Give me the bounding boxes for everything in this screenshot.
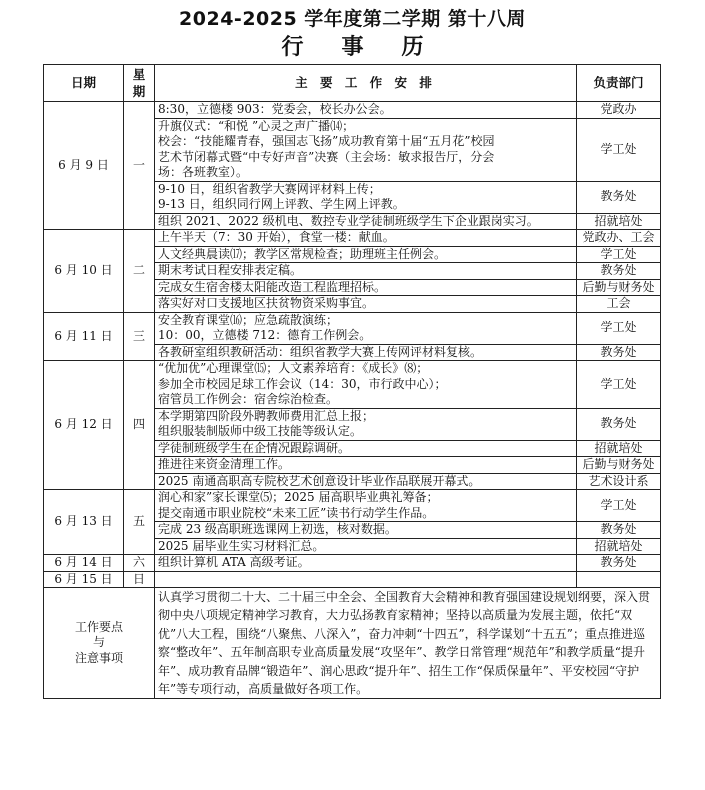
header-weekday: 星期 <box>124 65 155 102</box>
task-line: 润心和家”家长课堂⑸；2025 届高职毕业典礼筹备； <box>158 490 439 504</box>
task-cell <box>155 230 577 247</box>
dept-cell: 招就培处 <box>577 213 661 230</box>
task-cell <box>155 213 577 230</box>
day-date: 6 月 11 日 <box>44 312 124 361</box>
task-line: 校会：“技能耀青春，强国志飞扬”成功教育第十届“五月花”校园 <box>158 134 495 148</box>
dept-cell: 学工处 <box>577 246 661 263</box>
day-date: 6 月 10 日 <box>44 230 124 313</box>
schedule-table <box>43 64 661 699</box>
task-cell <box>155 102 577 119</box>
dept-cell: 教务处 <box>577 344 661 361</box>
dept-cell: 后勤与财务处 <box>577 457 661 474</box>
task-line: 场：各班教室）。 <box>158 165 249 179</box>
dept-cell: 招就培处 <box>577 440 661 457</box>
day-date: 6 月 12 日 <box>44 361 124 490</box>
day-weekday: 四 <box>124 361 155 490</box>
task-line: 参加全市校园足球工作会议（14：30，市行政中心）； <box>158 376 447 391</box>
dept-cell: 后勤与财务处 <box>577 279 661 296</box>
dept-cell: 艺术设计系 <box>577 473 661 490</box>
task-line: 2025 届毕业生实习材料汇总。 <box>158 538 325 553</box>
footer-label: 工作要点 与 注意事项 <box>44 588 155 699</box>
task-line: 组织 2021、2022 级机电、数控专业学徒制班级学生下企业跟岗实习。 <box>158 213 539 228</box>
day-date: 6 月 15 日 <box>44 571 124 588</box>
schedule-row <box>44 555 661 572</box>
day-date: 6 月 9 日 <box>44 102 124 230</box>
dept-cell: 教务处 <box>577 522 661 539</box>
task-line: 学徒制班级学生在企情况跟踪调研。 <box>158 440 351 455</box>
task-line: 期末考试日程安排表定稿。 <box>158 263 303 277</box>
dept-cell: 学工处 <box>577 118 661 181</box>
task-cell <box>155 344 577 361</box>
task-line: 上午半天（7：30 开始），食堂一楼：献血。 <box>158 230 395 244</box>
task-cell <box>155 246 577 263</box>
schedule-row <box>44 490 661 522</box>
dept-cell: 教务处 <box>577 181 661 213</box>
dept-cell: 工会 <box>577 296 661 313</box>
header-dept: 负责部门 <box>577 65 661 102</box>
task-line: 组织服装制版师中级工技能等级认定。 <box>158 424 363 438</box>
header-tasks: 主 要 工 作 安 排 <box>155 65 577 102</box>
task-cell <box>155 522 577 539</box>
task-cell <box>155 473 577 490</box>
header-date: 日期 <box>44 65 124 102</box>
task-line <box>158 572 573 588</box>
task-line: 本学期第四阶段外聘教师费用汇总上报； <box>158 408 375 423</box>
task-line: 升旗仪式：“和悦 ”心灵之声广播⒁； <box>158 118 355 133</box>
task-cell <box>155 457 577 474</box>
day-weekday: 二 <box>124 230 155 313</box>
task-cell <box>155 296 577 313</box>
page-title: 2024-2025 学年度第二学期 第十八周 <box>179 8 526 30</box>
footer-row <box>44 588 661 699</box>
task-line: 推进往来资金清理工作。 <box>158 457 291 471</box>
task-line: 艺术节闭幕式暨“中专好声音”决赛（主会场：敏求报告厅，分会 <box>158 149 495 164</box>
task-line: 2025 南通高职高专院校艺术创意设计毕业作品联展开幕式。 <box>158 473 481 488</box>
task-line: 9-13 日，组织同行网上评教、学生网上评教。 <box>158 197 405 211</box>
task-line: 10：00，立德楼 712：德育工作例会。 <box>158 328 372 342</box>
dept-cell: 招就培处 <box>577 538 661 555</box>
dept-cell: 党政办、工会 <box>577 230 661 247</box>
schedule-row <box>44 102 661 119</box>
task-cell <box>155 361 577 409</box>
task-line: 组织计算机 ATA 高级考证。 <box>158 555 310 569</box>
day-date: 6 月 14 日 <box>44 555 124 572</box>
schedule-row <box>44 571 661 588</box>
task-line: 人文经典晨读⒄；教学区常规检查；助理班主任例会。 <box>158 246 447 261</box>
task-line: 完成 23 级高职班选课网上初选，核对数据。 <box>158 522 397 536</box>
day-weekday: 三 <box>124 312 155 361</box>
dept-cell: 学工处 <box>577 312 661 344</box>
task-cell <box>155 571 577 588</box>
footer-notes: 认真学习贯彻二十大、二十届三中全会、全国教育大会精神和教育强国建设规划纲要，深入贯彻中央八项规定精神学习教育，大力弘扬教育家精神；坚持以高质量为发展主题，依托“双优”八大工程，围绕“八聚焦、八深入”，奋力冲刺“十四五”，科学谋划“十五五”；重点推进巡察“整改年”、五年制高职专业高质量发展“攻坚年”、教学日常管理“规范年”和教学质量“提升年”、成功教育品牌“锻造年”、润心思政“提升年”、招生工作“保质保量年”、平安校园“守护年”等专项行动，高质量做好各项工作。 <box>155 588 661 699</box>
table-header-row <box>44 65 661 102</box>
task-cell <box>155 408 577 440</box>
day-weekday: 一 <box>124 102 155 230</box>
dept-cell: 学工处 <box>577 361 661 409</box>
task-line: 安全教育课堂⒃；应急疏散演练； <box>158 312 339 327</box>
schedule-row <box>44 312 661 344</box>
task-line: “优加优”心理课堂⒂；人文素养培育：《成长》⑻； <box>158 361 429 375</box>
dept-cell: 教务处 <box>577 408 661 440</box>
task-line: 8:30，立德楼 903：党委会，校长办公会。 <box>158 102 392 116</box>
page-subtitle: 行事历 <box>281 35 462 60</box>
task-cell <box>155 118 577 181</box>
dept-cell: 教务处 <box>577 263 661 280</box>
schedule-row <box>44 230 661 247</box>
task-cell <box>155 263 577 280</box>
schedule-row <box>44 361 661 409</box>
task-cell <box>155 490 577 522</box>
task-line: 落实好对口支援地区扶贫物资采购事宜。 <box>158 296 375 310</box>
task-cell <box>155 279 577 296</box>
task-line: 各教研室组织教研活动：组织省教学大赛上传网评材料复核。 <box>158 344 483 359</box>
task-line: 宿管员工作例会：宿舍综治检查。 <box>158 392 339 406</box>
task-cell <box>155 440 577 457</box>
task-cell <box>155 181 577 213</box>
task-cell <box>155 555 577 572</box>
day-weekday: 六 <box>124 555 155 572</box>
task-line: 提交南通市职业院校“未来工匠”读书行动学生作品。 <box>158 505 435 520</box>
task-line: 9-10 日，组织省教学大赛网评材料上传； <box>158 181 381 196</box>
dept-cell: 学工处 <box>577 490 661 522</box>
dept-cell: 教务处 <box>577 555 661 572</box>
task-line: 完成女生宿舍楼太阳能改造工程监理招标。 <box>158 279 387 294</box>
dept-cell <box>577 571 661 588</box>
day-weekday: 日 <box>124 571 155 588</box>
dept-cell: 党政办 <box>577 102 661 119</box>
task-cell <box>155 312 577 344</box>
day-weekday: 五 <box>124 490 155 555</box>
day-date: 6 月 13 日 <box>44 490 124 555</box>
task-cell <box>155 538 577 555</box>
